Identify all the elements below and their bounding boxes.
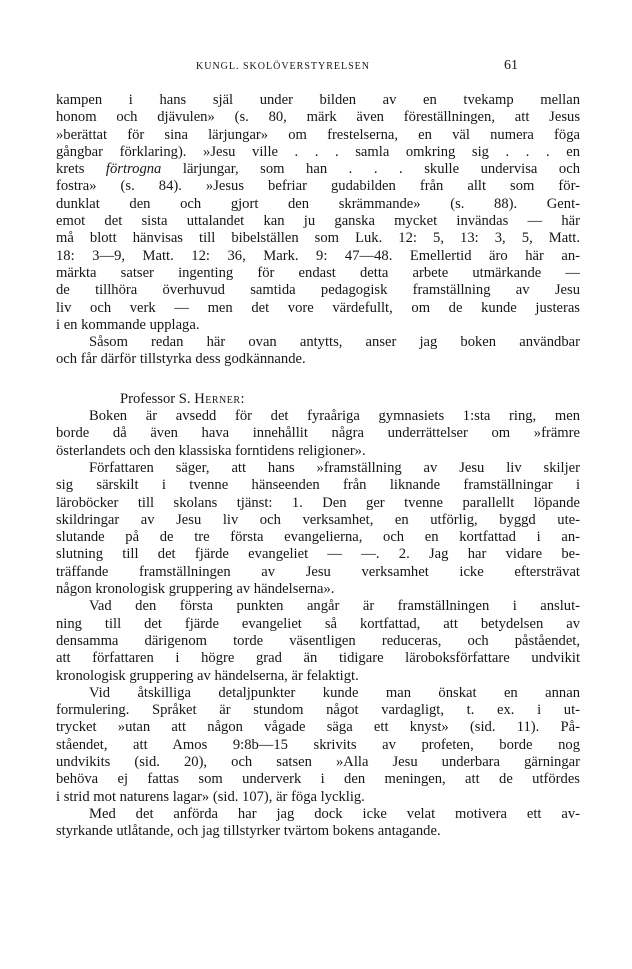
byline-prefix: Professor S. — [120, 390, 195, 407]
text-line: borde då även hava innehållit några underrättelser om »främre — [56, 425, 580, 442]
text-line: i strid mot naturens lagar» (sid. 107), är föga lycklig. — [56, 788, 365, 805]
text-line: skildringar av Jesu liv och verksamhet, en utförlig, byggd ute- — [56, 511, 580, 528]
section-spacer — [56, 369, 580, 391]
text-line: österlandets och den klassiska forntidens religioner». — [56, 442, 366, 459]
text-line: att författaren i högre grad än tidigare läroboksförfattare undvikit — [56, 650, 580, 667]
byline-suffix: : — [240, 390, 245, 407]
text-line: ståendet, att Amos 9:8b—15 skrivits av profeten, borde nog — [56, 736, 580, 753]
paragraph-5 — [56, 598, 580, 684]
paragraph-1 — [56, 92, 580, 334]
text-line: honom och djävulen» (s. 80, märk även föreställningen, att Jesus — [56, 109, 580, 126]
text-line: märkta satser ingenting för endast detta arbete utmärkande — — [56, 264, 580, 281]
paragraph-7 — [56, 806, 580, 841]
paragraph-2 — [56, 334, 580, 369]
text-line: och får därför tillstyrka dess godkännande. — [56, 351, 306, 368]
text-line: de tillhöra överhuvud samtida pedagogisk framställning av Jesu — [56, 282, 580, 299]
text-line: Vid åtskilliga detaljpunkter kunde man önskat en annan — [89, 684, 580, 701]
text-line: dunklat den och gjort den skrämmande» (s. 88). Gent- — [56, 195, 580, 212]
text-line: någon kronologisk gruppering av händelserna». — [56, 581, 335, 598]
text-line: må blott hänvisas till bibelställen som Luk. 12: 5, 13: 3, 5, Matt. — [56, 230, 580, 247]
page-header — [0, 58, 632, 78]
text-line: fostra» (s. 84). »Jesus befriar gudabilden från allt som för- — [56, 178, 580, 195]
text-line: Boken är avsedd för det fyraåriga gymnasiets 1:sta ring, men — [89, 408, 580, 425]
page-number: 61 — [504, 58, 518, 73]
text-line: undvikits (sid. 20), och satsen »Alla Jesu underbara gärningar — [56, 753, 580, 770]
text-line: slutande på de tre första evangelierna, och en kortfattad i an- — [56, 529, 580, 546]
text-line: kronologisk gruppering av händelserna, är felaktigt. — [56, 667, 359, 684]
reviewer-byline — [56, 391, 580, 408]
italic-word: förtrogna — [105, 161, 162, 178]
text-fragment: lärjungar, som han . . . skulle undervisa och — [161, 161, 580, 178]
text-line: läroböcker till skolans tjänst: 1. Den ger tvenne parallellt löpande — [56, 494, 580, 511]
reviewer-name: Herner — [194, 390, 241, 407]
text-line: densamma därigenom torde väsentligen reduceras, och påståendet, — [56, 632, 580, 649]
text-line: träffande framställningen av Jesu verksamhet icke eftersträvat — [56, 563, 580, 580]
text-line: behöva ej fattas som underverk i den meningen, att de utfördes — [56, 771, 580, 788]
text-line: formulering. Språket är stundom något vardagligt, t. ex. i ut- — [56, 702, 580, 719]
text-line: liv och verk — men det vore värdefullt, om de kunde justeras — [56, 299, 580, 316]
text-line: gångbar förklaring). »Jesu ville . . . samla omkring sig . . . en — [56, 143, 580, 160]
text-line: emot det sista uttalandet kan ju ganska mycket invändas — här — [56, 213, 580, 230]
text-line: Med det anförda har jag dock icke velat motivera ett av- — [89, 805, 580, 822]
text-line: i en kommande upplaga. — [56, 316, 200, 333]
text-line: Författaren säger, att hans »framställning av Jesu liv skiljer — [89, 459, 580, 476]
text-line: Såsom redan här ovan antytts, anser jag boken användbar — [89, 334, 580, 351]
text-line: ning till det fjärde evangeliet så kortfattad, att betydelsen av — [56, 615, 580, 632]
text-line: slutning till det fjärde evangeliet — —. 2. Jag har vidare be- — [56, 546, 580, 563]
text-line: styrkande utlåtande, och jag tillstyrker tvärtom bokens antagande. — [56, 823, 441, 840]
running-head: KUNGL. SKOLÖVERSTYRELSEN — [196, 61, 370, 72]
text-fragment: krets — [56, 161, 106, 178]
text-line: 18: 3—9, Matt. 12: 36, Mark. 9: 47—48. Emellertid äro här an- — [56, 247, 580, 264]
text-line: sig särskilt i tvenne hänseenden från liknande framställningar i — [56, 477, 580, 494]
text-line — [56, 161, 580, 178]
paragraph-6 — [56, 685, 580, 806]
text-line: trycket »utan att någon vågade säga ett knyst» (sid. 11). På- — [56, 719, 580, 736]
paragraph-3 — [56, 408, 580, 460]
text-line: kampen i hans själ under bilden av en tvekamp mellan — [56, 92, 580, 108]
text-line: Vad den första punkten angår är framställningen i anslut- — [89, 598, 580, 615]
paragraph-4 — [56, 460, 580, 598]
text-line: »berättat för sina lärjungar» om frestelserna, en väl numera föga — [56, 126, 580, 143]
body-text — [56, 92, 580, 840]
